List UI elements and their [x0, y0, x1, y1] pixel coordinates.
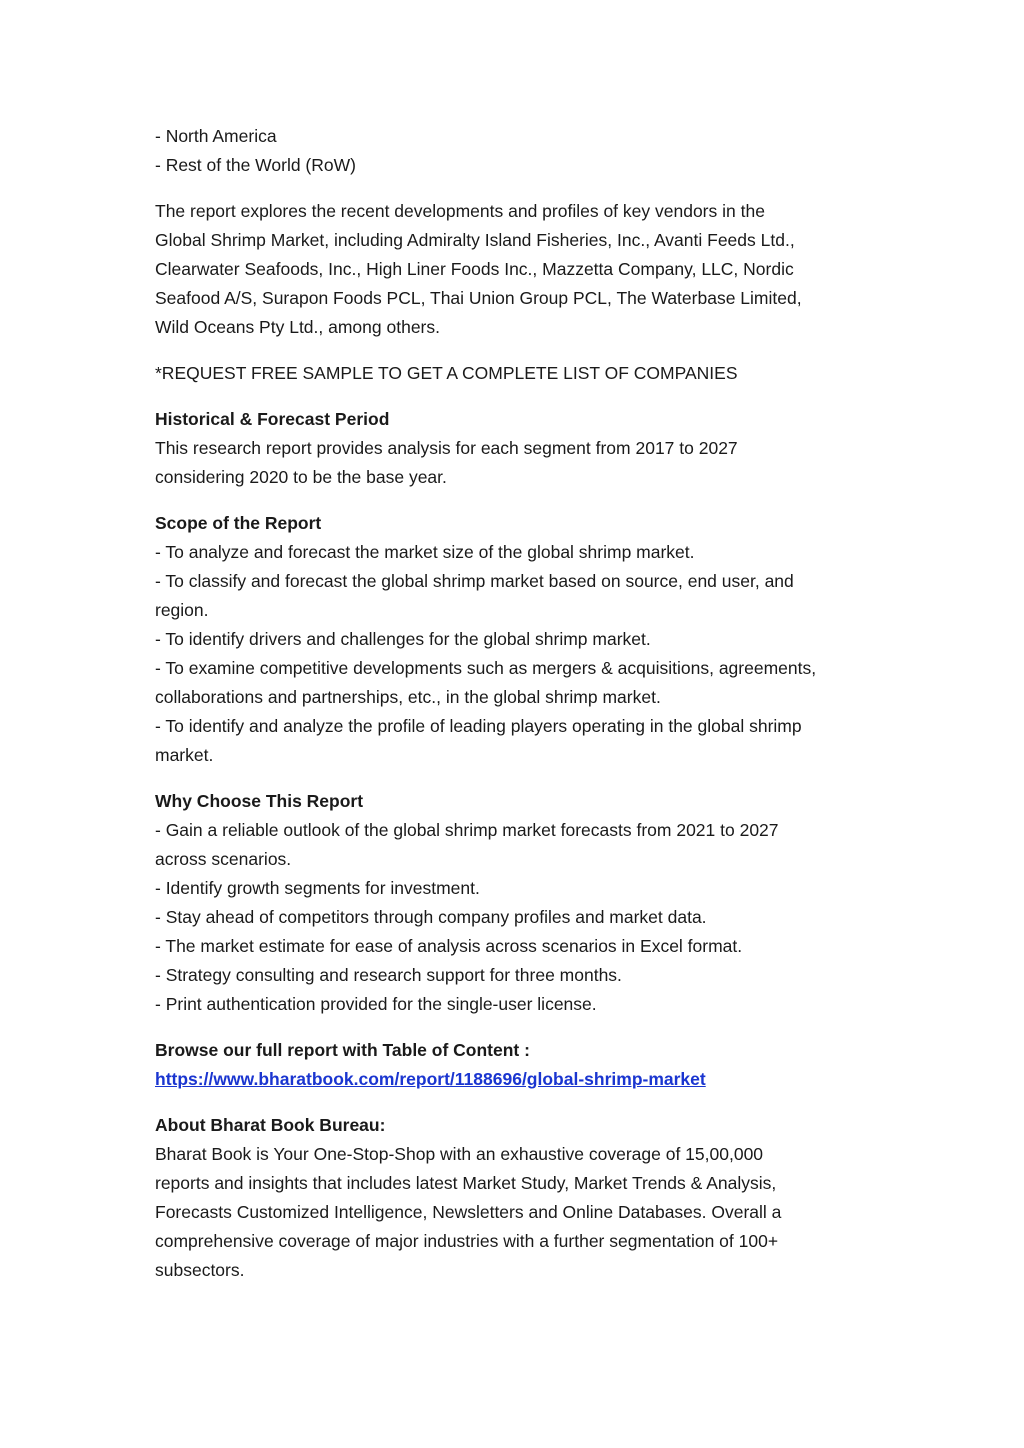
list-item: - The market estimate for ease of analysis across scenarios in Excel format. — [155, 936, 743, 956]
section-heading: Browse our full report with Table of Content : — [155, 1040, 530, 1060]
scope-section — [155, 509, 890, 770]
region-item: - Rest of the World (RoW) — [155, 155, 356, 175]
list-item: across scenarios. — [155, 849, 292, 869]
list-item: - To analyze and forecast the market size of the global shrimp market. — [155, 542, 695, 562]
paragraph-line: Seafood A/S, Surapon Foods PCL, Thai Union Group PCL, The Waterbase Limited, — [155, 288, 802, 308]
list-item: region. — [155, 600, 209, 620]
list-item: - Identify growth segments for investment. — [155, 878, 480, 898]
section-heading: Why Choose This Report — [155, 791, 364, 811]
section-heading: Scope of the Report — [155, 513, 322, 533]
document-page — [155, 122, 890, 1302]
list-item: - Stay ahead of competitors through company profiles and market data. — [155, 907, 707, 927]
list-item: - To identify and analyze the profile of leading players operating in the global shrimp — [155, 716, 802, 736]
list-item: - Print authentication provided for the single-user license. — [155, 994, 597, 1014]
browse-section — [155, 1036, 890, 1094]
paragraph-line: comprehensive coverage of major industries with a further segmentation of 100+ — [155, 1231, 779, 1251]
report-link[interactable]: https://www.bharatbook.com/report/1188696/global-shrimp-market — [155, 1069, 706, 1089]
paragraph-line: The report explores the recent developments and profiles of key vendors in the — [155, 201, 765, 221]
paragraph-line: Bharat Book is Your One-Stop-Shop with an exhaustive coverage of 15,00,000 — [155, 1144, 764, 1164]
paragraph-line: This research report provides analysis for each segment from 2017 to 2027 — [155, 438, 738, 458]
about-section — [155, 1111, 890, 1285]
regions-list — [155, 122, 890, 180]
vendors-paragraph — [155, 197, 890, 342]
section-heading: Historical & Forecast Period — [155, 409, 390, 429]
list-item: - To examine competitive developments such as mergers & acquisitions, agreements, — [155, 658, 817, 678]
list-item: market. — [155, 745, 214, 765]
section-heading: About Bharat Book Bureau: — [155, 1115, 386, 1135]
paragraph-line: Forecasts Customized Intelligence, Newsletters and Online Databases. Overall a — [155, 1202, 782, 1222]
paragraph-line: Clearwater Seafoods, Inc., High Liner Foods Inc., Mazzetta Company, LLC, Nordic — [155, 259, 794, 279]
paragraph-line: subsectors. — [155, 1260, 245, 1280]
list-item: - To identify drivers and challenges for the global shrimp market. — [155, 629, 651, 649]
paragraph-line: Global Shrimp Market, including Admiralty Island Fisheries, Inc., Avanti Feeds Ltd., — [155, 230, 795, 250]
paragraph-line: reports and insights that includes latest Market Study, Market Trends & Analysis, — [155, 1173, 777, 1193]
request-sample-notice — [155, 359, 890, 388]
paragraph-line: Wild Oceans Pty Ltd., among others. — [155, 317, 440, 337]
list-item: collaborations and partnerships, etc., in the global shrimp market. — [155, 687, 661, 707]
request-sample-text: *REQUEST FREE SAMPLE TO GET A COMPLETE LIST OF COMPANIES — [155, 363, 738, 383]
historical-section — [155, 405, 890, 492]
list-item: - To classify and forecast the global shrimp market based on source, end user, and — [155, 571, 794, 591]
region-item: - North America — [155, 126, 277, 146]
list-item: - Gain a reliable outlook of the global shrimp market forecasts from 2021 to 2027 — [155, 820, 779, 840]
paragraph-line: considering 2020 to be the base year. — [155, 467, 447, 487]
why-choose-section — [155, 787, 890, 1019]
list-item: - Strategy consulting and research support for three months. — [155, 965, 622, 985]
